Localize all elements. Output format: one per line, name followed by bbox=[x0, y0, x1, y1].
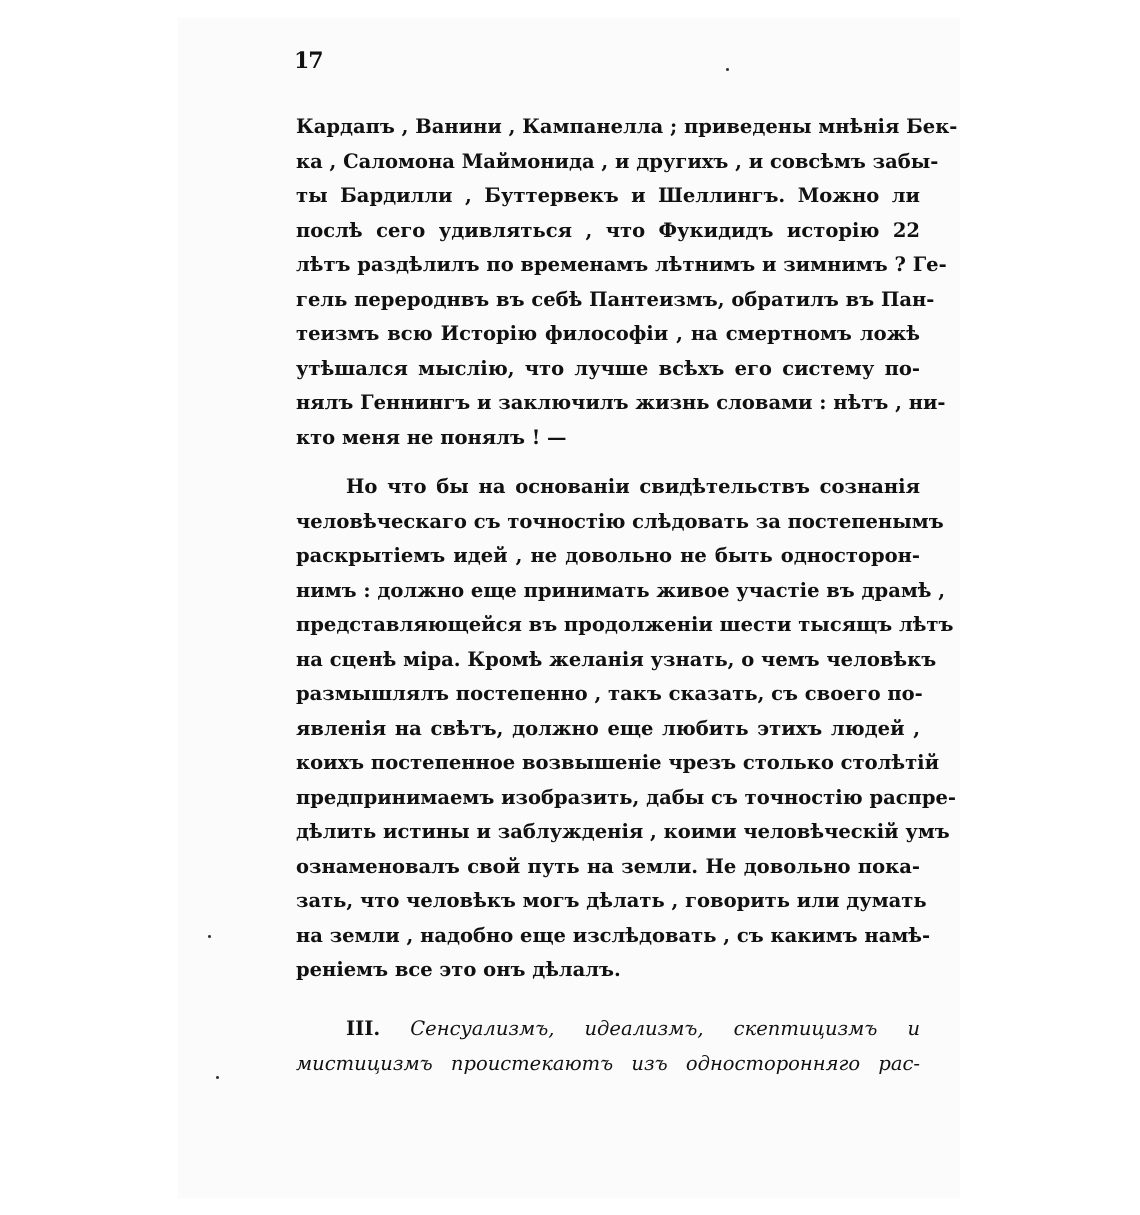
text-line: размышлялъ постепенно , такъ сказать, съ своего по- bbox=[296, 682, 923, 705]
text-line: нимъ : должно еще принимать живое участіе въ драмѣ , bbox=[296, 578, 946, 602]
paragraph-3 bbox=[296, 1012, 920, 1081]
text-line: теизмъ всю Исторію философіи , на смертномъ ложѣ bbox=[296, 322, 920, 345]
text-line: явленія на свѣтъ, должно еще любить этихъ людей , bbox=[296, 716, 920, 740]
paragraph-1 bbox=[296, 110, 958, 455]
text-line: представляющейся въ продолженіи шести тысящъ лѣтъ bbox=[296, 613, 954, 636]
text-line: на сценѣ міра. Кромѣ желанія узнать, о чемъ человѣкъ bbox=[296, 647, 937, 671]
text-line: лѣтъ раздѣлилъ по временамъ лѣтнимъ и зимнимъ ? Ге- bbox=[296, 253, 947, 276]
text-line: реніемъ все это онъ дѣлалъ. bbox=[296, 958, 621, 981]
text-line: ка , Саломона Маймонида , и другихъ , и совсѣмъ забы- bbox=[296, 149, 939, 173]
text-line: мистицизмъ проистекаютъ изъ односторонняго рас- bbox=[296, 1051, 920, 1075]
text-line: человѣческаго съ точностію слѣдовать за постепенымъ bbox=[296, 509, 944, 533]
text-line: предпринимаемъ изобразить, дабы съ точностію распре- bbox=[296, 785, 957, 809]
text-line: кто меня не понялъ ! — bbox=[296, 425, 567, 449]
text-line: дѣлить истины и заблужденія , коими человѣческій умъ bbox=[296, 820, 950, 843]
print-speck bbox=[208, 935, 211, 938]
text-line: Но что бы на основаніи свидѣтельствъ сознанія bbox=[346, 475, 920, 498]
text-line: гель перероднвъ въ себѣ Пантеизмъ, обратилъ въ Пан- bbox=[296, 287, 935, 311]
text-line: утѣшался мыслію, что лучше всѣхъ его систему по- bbox=[296, 356, 920, 380]
text-line: нялъ Геннингъ и заключилъ жизнь словами : нѣтъ , ни- bbox=[296, 391, 946, 414]
text-line bbox=[296, 1012, 920, 1047]
page-number: 17 bbox=[294, 48, 323, 74]
text-line: на земли , надобно еще изслѣдовать , съ какимъ намѣ- bbox=[296, 923, 931, 947]
paragraph-2 bbox=[296, 470, 957, 988]
text-line: ты Бардилли , Буттервекъ и Шеллингъ. Можно ли bbox=[296, 184, 920, 207]
text-line: зать, что человѣкъ могъ дѣлать , говорить или думать bbox=[296, 889, 927, 912]
section-number: III. bbox=[346, 1017, 381, 1040]
section-heading-text: Сенсуализмъ, идеализмъ, скептицизмъ и bbox=[410, 1017, 920, 1040]
print-speck bbox=[216, 1076, 219, 1079]
print-speck bbox=[726, 68, 729, 71]
text-line: послѣ сего удивляться , что Фукидидъ исторію 22 bbox=[296, 218, 920, 242]
text-line: Кардапъ , Ванини , Кампанелла ; приведены мнѣнія Бек- bbox=[296, 115, 958, 138]
text-line: коихъ постепенное возвышеніе чрезъ столько столѣтій bbox=[296, 751, 940, 774]
text-line: раскрытіемъ идей , не довольно не быть односторон- bbox=[296, 544, 920, 567]
text-line: ознаменовалъ свой путь на земли. Не довольно пока- bbox=[296, 854, 920, 878]
